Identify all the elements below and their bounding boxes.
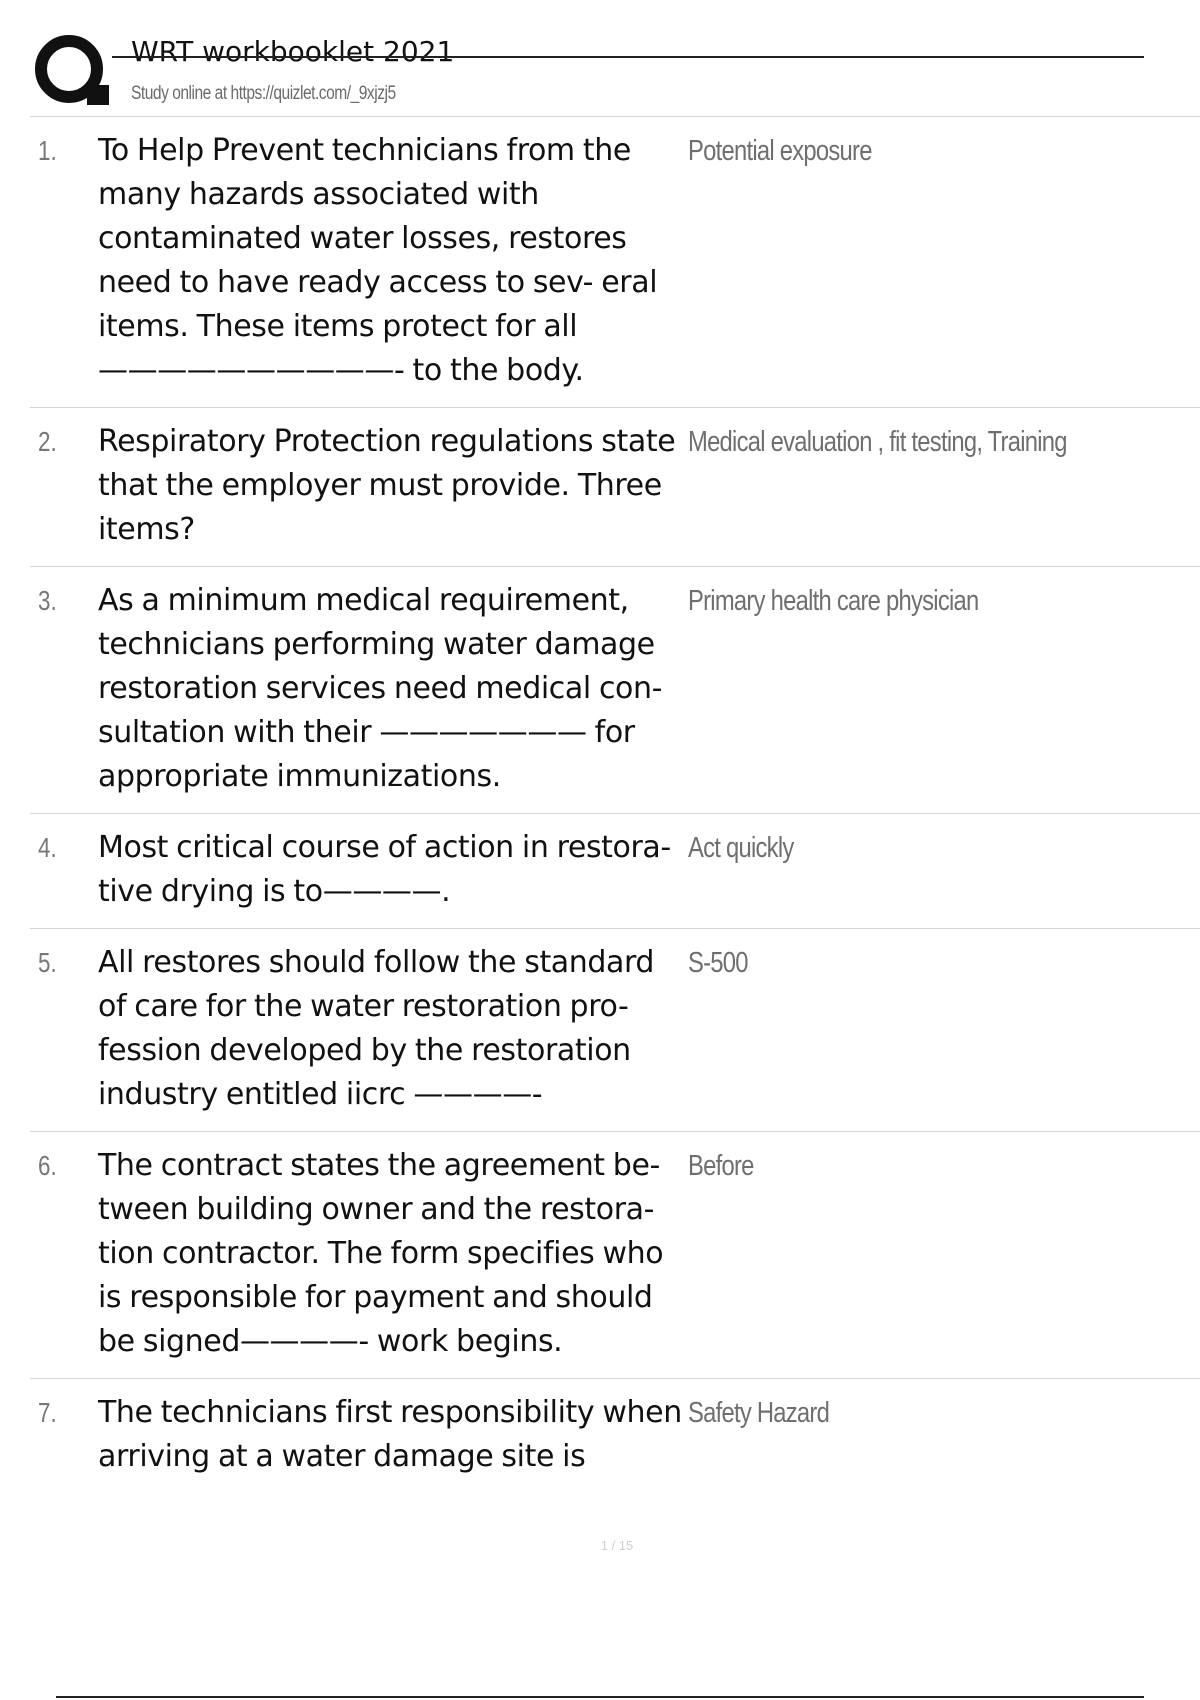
card-number: 3.: [38, 585, 57, 616]
card-term: Respiratory Protection regulations state that the employer must provide. Three items?: [98, 424, 676, 547]
flashcard-list: [30, 117, 1200, 1493]
card-definition: S-500: [688, 947, 748, 979]
card-definition: Medical evaluation , fit testing, Training: [688, 426, 1067, 458]
document-title: WRT workbooklet 2021: [131, 35, 455, 68]
flashcard: [30, 814, 1200, 929]
flashcard: [30, 1132, 1200, 1379]
page-header: [0, 0, 1200, 118]
card-definition: Before: [688, 1150, 754, 1182]
card-number: 6.: [38, 1150, 57, 1181]
card-term: To Help Prevent technicians from the many hazards associated with contaminated water losses, restores need to have ready access to sev- eral items. These items protect for all——————————- to the body.: [98, 133, 658, 388]
card-term: All restores should follow the standard of care for the water restoration pro- fession developed by the restoration industry entitled iicrc ————-: [98, 945, 655, 1112]
flashcard: [30, 408, 1200, 567]
study-online-link[interactable]: Study online at https://quizlet.com/_9xjzj5: [131, 83, 396, 104]
card-term: The contract states the agreement be- tween building owner and the restora- tion contractor. The form specifies who is responsible for payment and should be signed————- work begins.: [98, 1148, 664, 1359]
flashcard: [30, 1379, 1200, 1493]
quizlet-q-logo-icon: [33, 33, 111, 111]
card-number: 2.: [38, 426, 57, 457]
footer-rule: [56, 1696, 1144, 1698]
flashcard: [30, 929, 1200, 1132]
card-number: 1.: [38, 135, 57, 166]
card-number: 5.: [38, 947, 57, 978]
card-term: Most critical course of action in restora- tive drying is to————.: [98, 830, 671, 909]
card-term: The technicians first responsibility when arriving at a water damage site is: [98, 1395, 682, 1474]
card-term: As a minimum medical requirement, technicians performing water damage restoration services need medical con- sultation with their ——————— for appropriate immunizations.: [98, 583, 663, 794]
card-number: 7.: [38, 1397, 57, 1428]
flashcard: [30, 117, 1200, 408]
card-number: 4.: [38, 832, 57, 863]
flashcard: [30, 567, 1200, 814]
card-definition: Act quickly: [688, 832, 794, 864]
card-definition: Primary health care physician: [688, 585, 979, 617]
page-number: 1 / 15: [600, 1538, 634, 1553]
title-rule: [112, 56, 1144, 58]
card-definition: Safety Hazard: [688, 1397, 830, 1429]
card-definition: Potential exposure: [688, 135, 872, 167]
